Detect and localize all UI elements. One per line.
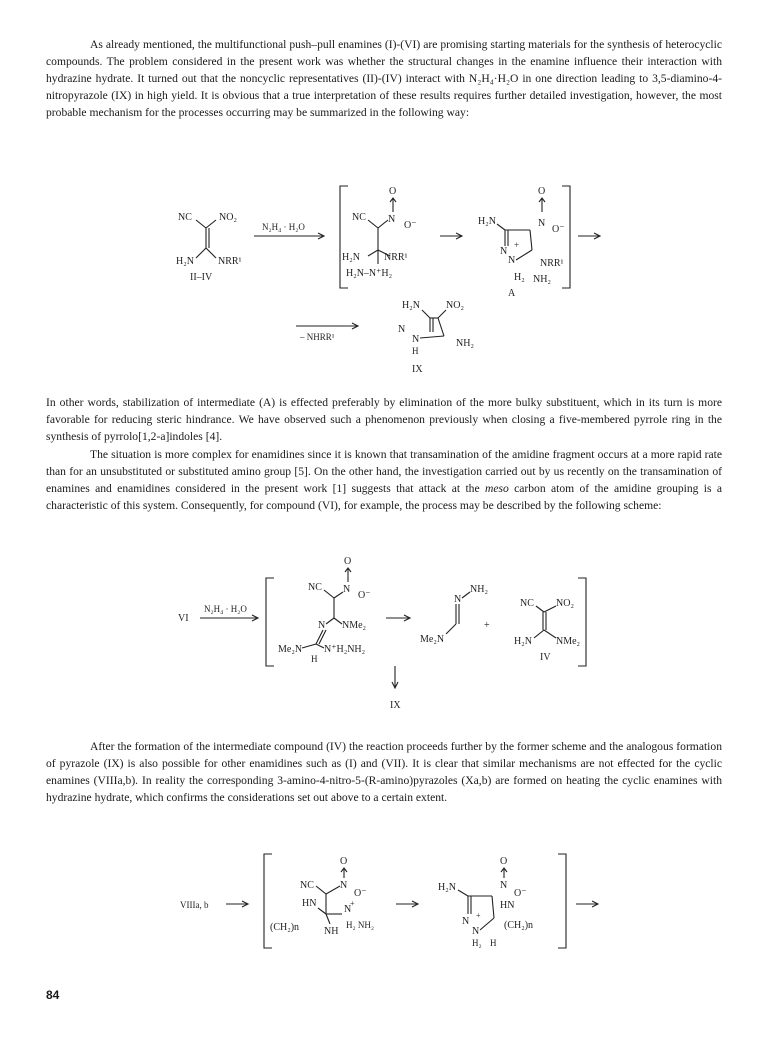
bracket-right-3 (558, 854, 566, 948)
paragraph-enamidines-text-b: carbon atom of the amidine grouping is a characteristic of this system. Consequently, for compound (VI), for example, the process may be described by the following scheme: (46, 482, 722, 512)
s2-nh: N⁺H₂NH₂ (324, 644, 366, 655)
compound-label-a: A (508, 288, 516, 299)
reagent-hydrazine-1: N₂H₄ · H₂O (262, 222, 305, 232)
s2-nme2: NMe₂ (342, 620, 367, 631)
s3b-n-ring: N (462, 916, 470, 927)
int2-nrr: NRR¹ (540, 258, 564, 269)
reaction-scheme-1 (0, 180, 768, 380)
compound-label-ii-iv: II–IV (190, 272, 213, 283)
s2-o-minus: O⁻ (358, 590, 371, 601)
reaction-scheme-2 (0, 548, 768, 718)
compound-label-ix-2: IX (390, 700, 401, 711)
prod-nh: N (412, 334, 420, 345)
s3b-ch2n: (CH₂)n (504, 920, 534, 931)
paragraph-enamidines (46, 446, 722, 514)
int2-n-ring: N (500, 246, 508, 257)
term-meso: meso (484, 482, 509, 495)
compound-label-ix-1: IX (412, 364, 423, 375)
s3b-h: H (490, 938, 497, 948)
s3-nc: NC (300, 880, 314, 891)
s3-n: N (340, 880, 348, 891)
bracket-right-1 (562, 186, 570, 288)
reactant-nrr: NRR¹ (218, 256, 242, 267)
iv-no2: NO₂ (556, 598, 574, 609)
s3-h2-nh2: H₂ NH₂ (346, 920, 375, 930)
s3b-o-minus: O⁻ (514, 888, 527, 899)
s2-o: O (344, 556, 352, 567)
compound-iv (514, 598, 580, 663)
paragraph-intro-text-a: As already mentioned, the multifunctional push–pull enamines (I)-(VI) are promising starting materials for the synthesis of heterocyclic compounds. The problem considered in the present work was whether the structural changes in the enamine influence their interaction with hydrazine hydrate. It turned out that the noncyclic representatives (II)-(IV) interact with (46, 38, 722, 85)
prod-nh2: NH₂ (456, 338, 474, 349)
int1-o: O (389, 186, 397, 197)
cyclic-intermediate-1 (270, 856, 374, 937)
paragraph-intro-text-b: in one direction leading to 3,5-diamino-4-nitropyrazole (IX) in high yield. It is obvious that a true interpretation of these results requires further detailed investigation, however, the most probable mechanism for the processes occurring may be summarized in the following way: (46, 72, 722, 119)
bracket-left-2 (266, 578, 274, 666)
iv-nme2: NMe₂ (556, 636, 581, 647)
int1-h2n: H₂N (342, 252, 360, 263)
amidine-nh2: NH₂ (470, 584, 488, 595)
int2-o: O (538, 186, 546, 197)
page-number: 84 (46, 988, 60, 1002)
int2-h2: H₂ (514, 272, 525, 283)
compound-label-vi: VI (178, 613, 189, 624)
amidine-me2n: Me₂N (420, 634, 445, 645)
s3b-n: N (500, 880, 508, 891)
s3b-h2: H₂ (472, 938, 482, 948)
s2-n-2: N (318, 620, 326, 631)
s3-n-plus: N (344, 904, 352, 915)
int1-n: N (388, 214, 396, 225)
int2-n: N (538, 218, 546, 229)
intermediate-amidine-adduct (278, 556, 371, 664)
int2-plus: + (514, 240, 520, 250)
int1-nc: NC (352, 212, 366, 223)
prod-no2: NO₂ (446, 300, 464, 311)
int1-nrr: NRR¹ (384, 252, 408, 263)
s2-me2n: Me₂N (278, 644, 303, 655)
s3b-hn: HN (500, 900, 515, 911)
formula-hydrazine-hydrate: N₂H₄·H₂O (468, 72, 519, 85)
s3-o: O (340, 856, 348, 867)
int1-o-minus: O⁻ (404, 220, 417, 231)
s3-ch2n: (CH₂)n (270, 922, 300, 933)
s3b-n-ring-2: N (472, 926, 480, 937)
reactant-no2: NO₂ (219, 212, 237, 223)
s3-nh: NH (324, 926, 339, 937)
prod-n: N (398, 324, 406, 335)
prod-h2n: H₂N (402, 300, 420, 311)
s2-n: N (343, 584, 351, 595)
amidine-n: N (454, 594, 462, 605)
paragraph-intro (46, 36, 722, 121)
bracket-right-2 (578, 578, 586, 666)
s3b-h2n: H₂N (438, 882, 456, 893)
reagent-hydrazine-2: N₂H₄ · H₂O (204, 604, 247, 614)
s3-hn: HN (302, 898, 317, 909)
int2-h2n: H₂N (478, 216, 496, 227)
paragraph-enamidines-text-a: The situation is more complex for enamidines since it is known that transamination of the amidine fragment occurs at a more rapid rate than for an unsubstituted or substituted amino group [5]. On the other hand, the investigation carried out by us recently on the transamination of enamines and enamidines considered in the present work [1] suggests that attack at the (46, 448, 722, 495)
iv-h2n: H₂N (514, 636, 532, 647)
cyclic-intermediate-2 (438, 856, 533, 948)
prod-h: H (412, 346, 419, 356)
bracket-left-3 (264, 854, 272, 948)
int2-nh2: NH₂ (533, 274, 551, 285)
s2-nc: NC (308, 582, 322, 593)
int2-n-ring-2: N (508, 255, 516, 266)
reaction-scheme-3 (0, 848, 768, 952)
s3-plus: + (350, 899, 355, 908)
elimination-label: – NHRR¹ (300, 332, 335, 342)
s3b-o: O (500, 856, 508, 867)
s2-h: H (311, 654, 318, 664)
compound-label-viii: VIIIa, b (180, 900, 209, 910)
intermediate-adduct (342, 186, 417, 279)
reactant-enamine (176, 212, 242, 283)
plus-sign: + (484, 620, 490, 631)
compound-label-iv: IV (540, 652, 551, 663)
iv-nc: NC (520, 598, 534, 609)
int1-nh2: H₂N–N⁺H₂ (346, 268, 393, 279)
s3b-plus: + (476, 911, 481, 920)
s3-o-minus: O⁻ (354, 888, 367, 899)
int2-o-minus: O⁻ (552, 224, 565, 235)
intermediate-a (478, 186, 565, 299)
reactant-h2n: H₂N (176, 256, 194, 267)
paragraph-intermediate-a: In other words, stabilization of intermediate (A) is effected preferably by elimination of the more bulky substituent, which in its turn is more favorable for reducing steric hindrance. We have observed such a phenomenon previously when closing a five-membered pyrrole ring in the synthesis of pyrrolo[1,2-a]indoles [4]. (46, 396, 722, 443)
reactant-nc: NC (178, 212, 192, 223)
product-ix (398, 300, 474, 375)
amidine-fragment (420, 584, 488, 645)
paragraph-cyclic-enamines: After the formation of the intermediate compound (IV) the reaction proceeds further by the former scheme and the analogous formation of pyrazole (IX) is also possible for other enamidines such as (I) and (VII). It is clear that similar mechanisms are not effected for the cyclic enamines (VIIIa,b). In reality the corresponding 3-amino-4-nitro-5-(R-amino)pyrazoles (Xa,b) are formed on heating the cyclic enamines with hydrazine hydrate, which confirms the considerations set out above to a certain extent. (46, 740, 722, 804)
